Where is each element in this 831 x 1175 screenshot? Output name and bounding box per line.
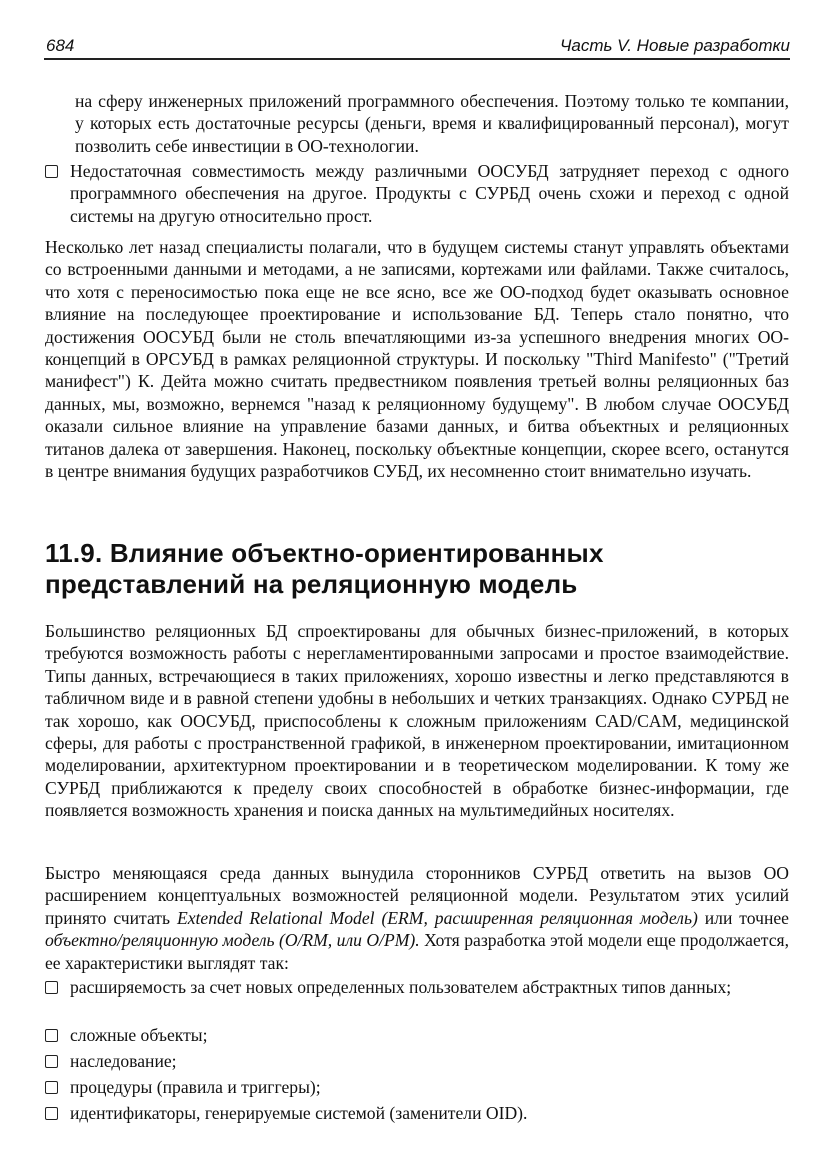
section-heading-line-2: представлений на реляционную модель bbox=[45, 569, 578, 599]
paragraph-text: или точнее bbox=[697, 907, 789, 928]
list-item-text: сложные объекты; bbox=[70, 1025, 208, 1045]
list-item-text: Недостаточная совместимость между различными ООСУБД затрудняет переход с одного программного обеспечения на другое. Продукты с СУРБД очень схожи и переход с одной системы на другую относительно прост. bbox=[70, 161, 789, 226]
section-heading-line-1: 11.9. Влияние объектно-ориентированных bbox=[45, 538, 604, 568]
list-item bbox=[45, 1024, 789, 1046]
italic-term: объектно/реляционную модель (O/RM, или O/PM). bbox=[45, 930, 420, 951]
page-header bbox=[44, 28, 790, 60]
list-item bbox=[45, 976, 789, 998]
body-paragraph-1: Несколько лет назад специалисты полагали, что в будущем системы станут управлять объектами со встроенными данными и методами, а не записями, кортежами или файлами. Также считалось, что хотя с переносимостью пока еще не все ясно, все же ОО-подход будет оказывать основное влияние на последующее проектирование и использование БД. Теперь стало понятно, что достижения ООСУБД были не столь впечатляющими из-за успешного внедрения многих ОО-концепций в ОРСУБД в рамках реляционной структуры. И поскольку "Third Manifesto" ("Третий манифест") К. Дейта можно считать предвестником появления третьей волны реляционных баз данных, мы, возможно, вернемся "назад к реляционному будущему". В любом случае ООСУБД оказали сильное влияние на управление базами данных, и битва объектных и реляционных титанов далека от завершения. Наконец, поскольку объектные концепции, скорее всего, останутся в центре внимания будущих разработчиков СУБД, их несомненно стоит внимательно изучать. bbox=[45, 237, 789, 482]
body-paragraph-3 bbox=[45, 862, 789, 974]
continuation-paragraph: на сферу инженерных приложений программного обеспечения. Поэтому только те компании, у которых есть достаточные ресурсы (деньги, время и квалифицированный персонал), могут позволить себе инвестиции в ОО-технологии. bbox=[75, 91, 789, 156]
checkbox-bullet-icon bbox=[45, 1081, 58, 1094]
italic-term: Extended Relational Model (ERM, расширенная реляционная модель) bbox=[176, 907, 698, 928]
list-item bbox=[45, 1102, 789, 1124]
list-item bbox=[45, 160, 789, 227]
list-item-text: расширяемость за счет новых определенных пользователем абстрактных типов данных; bbox=[70, 977, 732, 997]
checkbox-bullet-icon bbox=[45, 981, 58, 994]
list-item-text: процедуры (правила и триггеры); bbox=[70, 1077, 321, 1097]
paragraph-text: Быстро меняющаяся среда данных вынудила сторонников СУРБД ответить на вызов ОО расширением концептуальных возможностей реляционной модели. Результатом этих усилий принято считать bbox=[45, 863, 789, 928]
list-item-text: наследование; bbox=[70, 1051, 177, 1071]
paragraph-text: Хотя разработка этой модели еще продолжается, ее характеристики выглядят так: bbox=[45, 930, 789, 973]
running-title: Часть V. Новые разработки bbox=[559, 36, 790, 55]
list-item bbox=[45, 1076, 789, 1098]
list-item-text: идентификаторы, генерируемые системой (заменители OID). bbox=[70, 1103, 528, 1123]
body-paragraph-2: Большинство реляционных БД спроектированы для обычных бизнес-приложений, в которых требуются возможность работы с нерегламентированными запросами и простое взаимодействие. Типы данных, встречающиеся в таких приложениях, хорошо известны и легко представляются в табличном виде и в равной степени удобны в небольших и четких транзакциях. Однако СУРБД не так хорошо, как ООСУБД, приспособлены к сложным приложениям CAD/CAM, медицинской сферы, для работы с пространственной графикой, в инженерном проектировании, имитационном моделировании, архитектурном проектировании и в теоретическом моделировании. К тому же СУРБД приближаются к пределу своих способностей в обработке бизнес-информации, где появляется возможность хранения и поиска данных на мультимедийных носителях. bbox=[45, 621, 789, 821]
checkbox-bullet-icon bbox=[45, 1107, 58, 1120]
checkbox-bullet-icon bbox=[45, 1029, 58, 1042]
page-number: 684 bbox=[46, 36, 75, 55]
checkbox-bullet-icon bbox=[45, 165, 58, 178]
checkbox-bullet-icon bbox=[45, 1055, 58, 1068]
list-item bbox=[45, 1050, 789, 1072]
section-heading bbox=[45, 538, 789, 600]
